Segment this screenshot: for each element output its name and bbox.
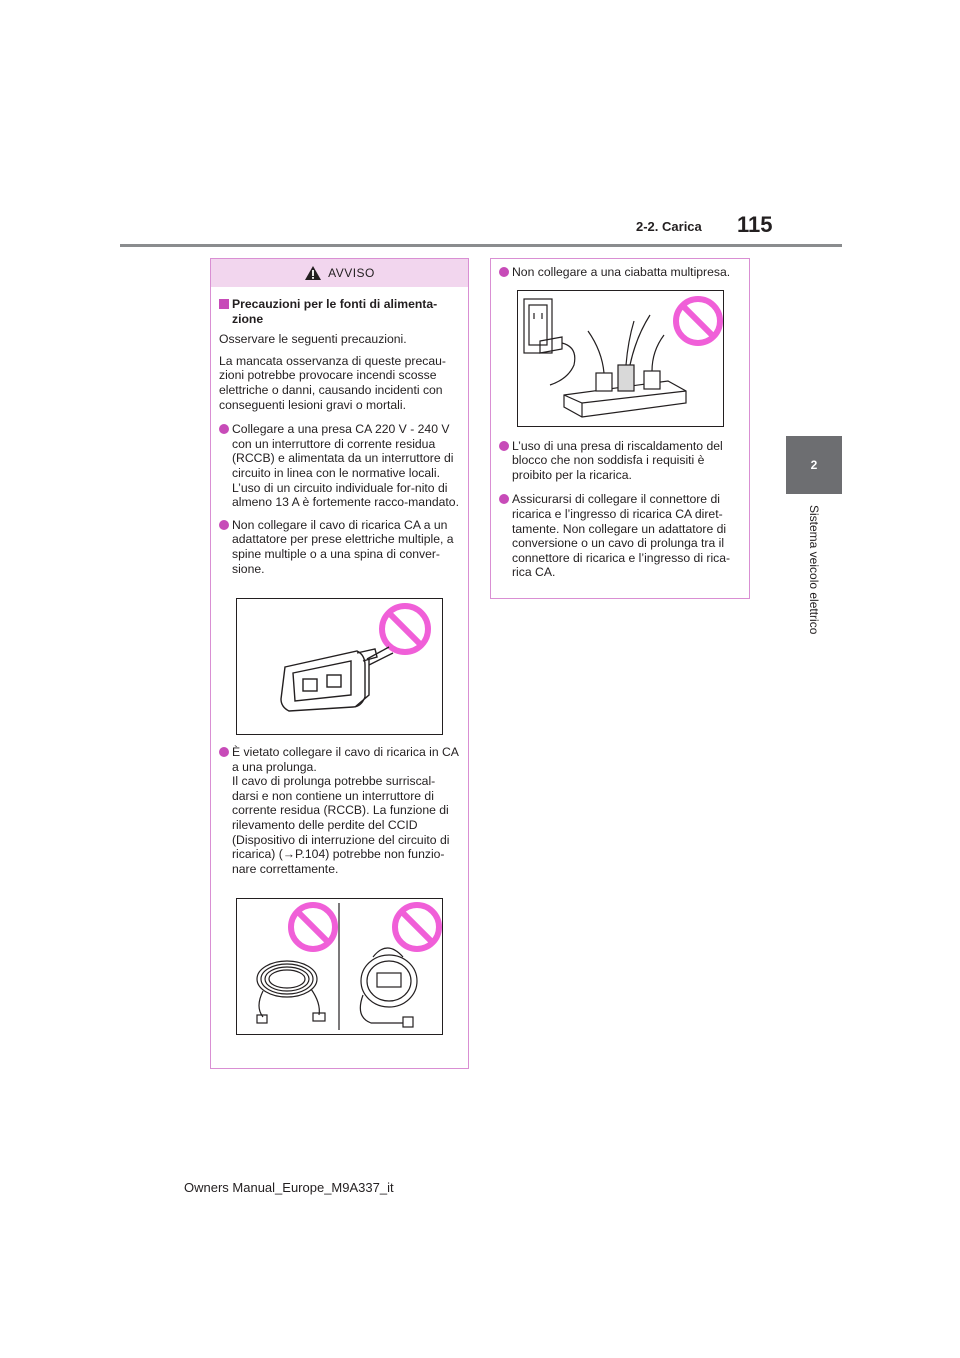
plug-adapter-drawing xyxy=(281,647,393,711)
adapter-figure xyxy=(236,598,443,735)
coiled-cord-drawing xyxy=(257,961,325,1023)
cord-reel-drawing xyxy=(360,948,417,1027)
bullet-3 xyxy=(219,745,460,876)
footer-document-id: Owners Manual_Europe_M9A337_it xyxy=(184,1180,394,1195)
warning-intro-2: La mancata osservanza di queste precau-zioni potrebbe provocare incendi scosse elettriche o danni, causando incidenti con conseguenti lesioni gravi o mortali. xyxy=(219,353,446,412)
warning-header xyxy=(211,259,468,287)
bullet-1: Collegare a una presa CA 220 V - 240 V con un interruttore di corrente residua (RCCB) e alimentata da un interruttore di circuito in linea con le normative locali. L’uso di un circuito individuale for-nito di almeno 13 A è fortemente racco-mandato. xyxy=(219,422,460,510)
header-section-title: 2-2. Carica xyxy=(636,219,702,234)
chapter-tab: 2 xyxy=(786,436,842,494)
bullet-3-line-1: È vietato collegare il cavo di ricarica in CA a una prolunga. xyxy=(232,745,459,774)
warning-intro-1: Osservare le seguenti precauzioni. xyxy=(219,332,407,347)
bullet-6: Assicurarsi di collegare il connettore di ricarica e l’ingresso di ricarica CA diret-tamente. Non collegare un adattatore di conversione o un cavo di prolunga tra il connettore di ricarica e l’ingresso di rica-rica CA. xyxy=(499,492,741,580)
bullet-4: Non collegare a una ciabatta multipresa. xyxy=(499,265,741,280)
adapter-illustration xyxy=(237,599,442,734)
prohibition-icon xyxy=(382,606,428,652)
warning-heading: Precauzioni per le fonti di alimenta-zione xyxy=(219,297,460,326)
power-strip-illustration xyxy=(518,291,723,426)
warning-box-left xyxy=(210,258,469,1069)
prohibition-icon xyxy=(291,905,335,949)
power-strip-drawing xyxy=(524,299,686,417)
power-strip-figure xyxy=(517,290,724,427)
warning-box-right xyxy=(490,258,750,599)
bullet-5: L’uso di una presa di riscaldamento del blocco che non soddisfa i requisiti è proibito per la ricarica. xyxy=(499,439,741,483)
extension-cord-illustration xyxy=(237,899,442,1034)
prohibition-icon xyxy=(395,905,439,949)
page-number: 115 xyxy=(737,212,773,237)
header-rule xyxy=(120,244,842,247)
bullet-3-line-2: Il cavo di prolunga potrebbe surriscal-darsi e non contiene un interruttore di corrente residua (RCCB). La funzione di rilevamento delle perdite del CCID (Dispositivo di interruzione del circuito di ricarica) (→P.104) potrebbe non funzio-nare correttamente. xyxy=(232,774,450,876)
bullet-2: Non collegare il cavo di ricarica CA a un adattatore per prese elettriche multiple, a spine multiple o a una spina di conver-sione. xyxy=(219,518,460,576)
chapter-title: Sistema veicolo elettrico xyxy=(807,505,821,635)
warning-triangle-icon xyxy=(304,265,322,281)
warning-title: AVVISO xyxy=(328,266,375,280)
prohibition-icon xyxy=(676,299,720,343)
extension-cord-figure xyxy=(236,898,443,1035)
